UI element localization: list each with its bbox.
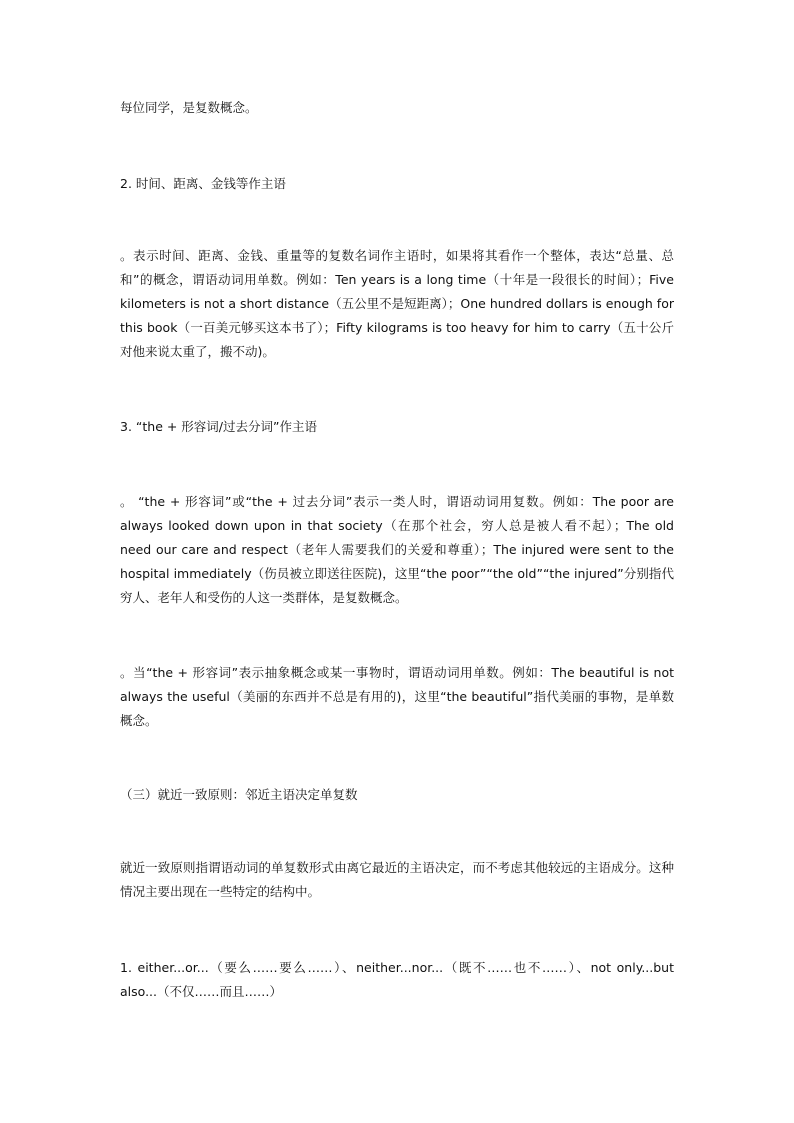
heading-either-or-structures: 1. either...or...（要么……要么……）、neither...nor...（既不……也不……）、not only...but also...（不仅……而且……）	[120, 960, 674, 999]
paragraph-the-adjective-singular-rule: 。当“the + 形容词”表示抽象概念或某一事物时，谓语动词用单数。例如：The beautiful is not always the useful（美丽的东西并不总是有用的)，这里“the beautiful”指代美丽的事物，是单数概念。	[120, 665, 674, 728]
paragraph-the-adjective-plural-rule: 。 “the + 形容词”或“the + 过去分词”表示一类人时，谓语动词用复数。例如：The poor are always looked down upon in that society（在那个社会，穷人总是被人看不起）；The old need our care and respect（老年人需要我们的关爱和尊重）；The injured were sent to the hospital immediately（伤员被立即送往医院)，这里“the poor”“the old”“the injured”分别指代穷人、老年人和受伤的人这一类群体，是复数概念。	[120, 494, 674, 605]
paragraph-plural-concept-end: 每位同学，是复数概念。	[120, 100, 258, 115]
paragraph-proximity-agreement-definition: 就近一致原则指谓语动词的单复数形式由离它最近的主语决定，而不考虑其他较远的主语成分。这种情况主要出现在一些特定的结构中。	[120, 860, 674, 899]
heading-the-adjective-subject: 3. “the + 形容词/过去分词”作主语	[120, 419, 317, 434]
heading-proximity-agreement: （三）就近一致原则：邻近主语决定单复数	[120, 787, 358, 802]
paragraph-time-distance-money-rule: 。表示时间、距离、金钱、重量等的复数名词作主语时，如果将其看作一个整体，表达“总量、总和”的概念，谓语动词用单数。例如：Ten years is a long time（十年是一段很长的时间）；Five kilometers is not a short distance（五公里不是短距离）；One hundred dollars is enough for this book（一百美元够买这本书了）；Fifty kilograms is too heavy for him to carry（五十公斤对他来说太重了，搬不动)。	[120, 248, 674, 359]
heading-time-distance-money-subject: 2. 时间、距离、金钱等作主语	[120, 176, 286, 191]
